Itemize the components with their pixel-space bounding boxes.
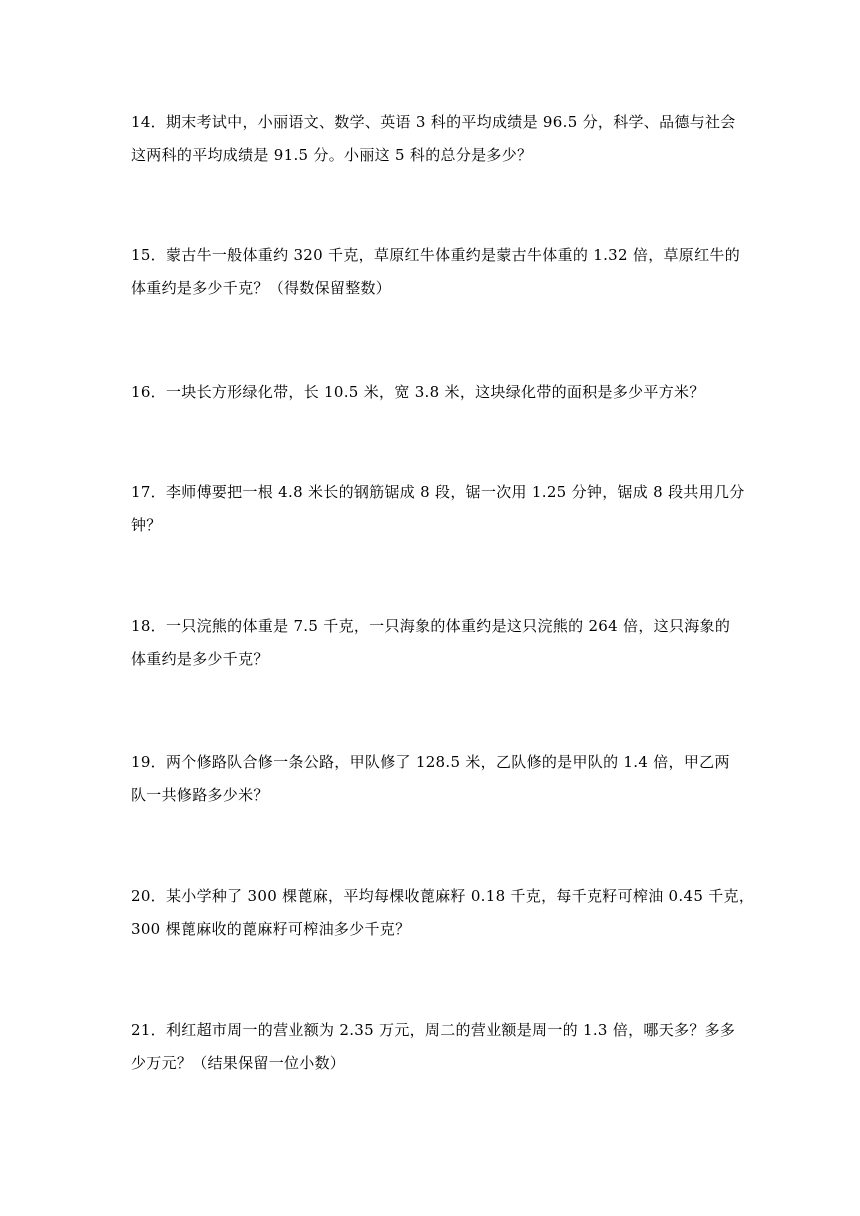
question-17-line-2: 钟？ bbox=[131, 516, 162, 534]
question-14-line-1: 14．期末考试中，小丽语文、数学、英语 3 科的平均成绩是 96.5 分，科学、品德与社会 bbox=[131, 113, 736, 131]
question-15-line-1: 15．蒙古牛一般体重约 320 千克，草原红牛体重约是蒙古牛体重的 1.32 倍，草原红牛的 bbox=[131, 246, 740, 264]
question-17 bbox=[131, 476, 745, 542]
question-21-line-2: 少万元？（结果保留一位小数） bbox=[131, 1054, 346, 1072]
question-20-line-2: 300 棵蓖麻收的蓖麻籽可榨油多少千克？ bbox=[131, 920, 411, 938]
question-21 bbox=[131, 1014, 737, 1080]
question-16-line-1: 16．一块长方形绿化带，长 10.5 米，宽 3.8 米，这块绿化带的面积是多少平方米？ bbox=[131, 383, 705, 401]
question-19 bbox=[131, 746, 737, 812]
question-19-line-1: 19．两个修路队合修一条公路，甲队修了 128.5 米，乙队修的是甲队的 1.4 倍，甲乙两 bbox=[131, 753, 730, 771]
question-15 bbox=[131, 239, 740, 305]
question-20-line-1: 20．某小学种了 300 棵蓖麻，平均每棵收蓖麻籽 0.18 千克，每千克籽可榨油 0.45 千克， bbox=[131, 887, 755, 905]
question-15-line-2: 体重约是多少千克？（得数保留整数） bbox=[131, 279, 392, 297]
question-18-line-1: 18．一只浣熊的体重是 7.5 千克，一只海象的体重约是这只浣熊的 264 倍，这只海象的 bbox=[131, 617, 731, 635]
question-20 bbox=[131, 880, 755, 946]
question-17-line-1: 17．李师傅要把一根 4.8 米长的钢筋锯成 8 段，锯一次用 1.25 分钟，锯成 8 段共用几分 bbox=[131, 483, 745, 501]
question-16 bbox=[131, 376, 737, 409]
question-18 bbox=[131, 610, 737, 676]
question-18-line-2: 体重约是多少千克？ bbox=[131, 650, 269, 668]
question-14 bbox=[131, 106, 737, 172]
question-14-line-2: 这两科的平均成绩是 91.5 分。小丽这 5 科的总分是多少？ bbox=[131, 146, 533, 164]
question-21-line-1: 21．利红超市周一的营业额为 2.35 万元，周二的营业额是周一的 1.3 倍，哪天多？多多 bbox=[131, 1021, 736, 1039]
question-19-line-2: 队一共修路多少米？ bbox=[131, 786, 269, 804]
